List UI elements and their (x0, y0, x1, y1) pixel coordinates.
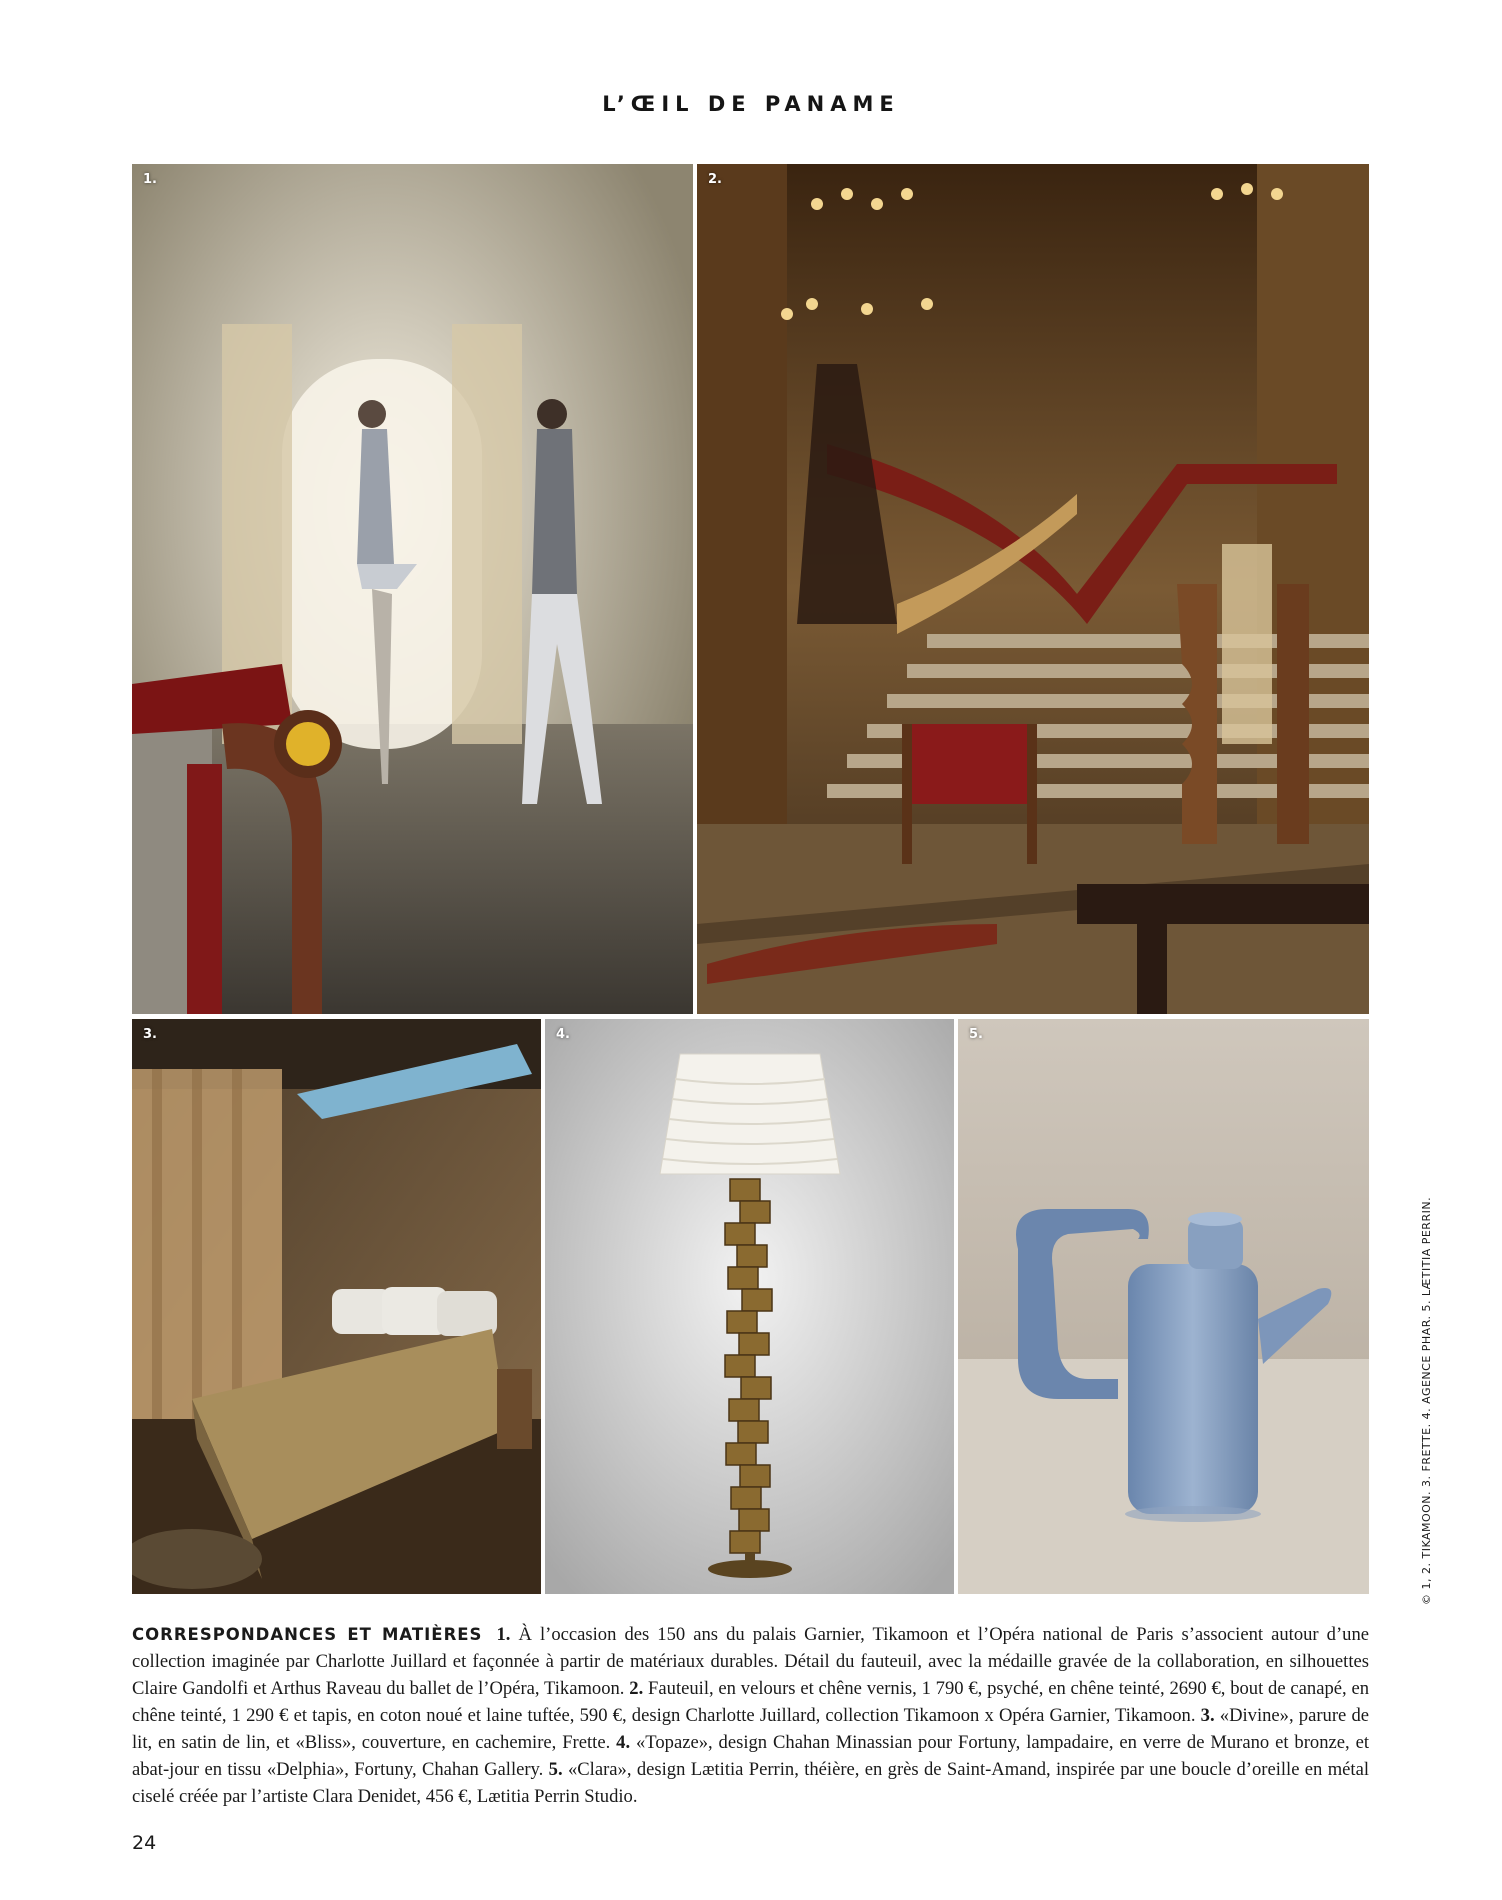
photo-ballet-armchair (132, 164, 693, 1014)
photo-teapot (958, 1019, 1369, 1594)
bedroom-illustration (132, 1019, 541, 1594)
caption-item-number: 2. (629, 1678, 644, 1699)
opera-staircase-illustration (697, 164, 1369, 1014)
caption-lead: CORRESPONDANCES ET MATIÈRES (132, 1625, 483, 1644)
floor-lamp-illustration (545, 1019, 954, 1594)
photo-floor-lamp (545, 1019, 954, 1594)
teapot-illustration (958, 1019, 1369, 1594)
ballet-studio-illustration (132, 164, 693, 1014)
caption-item-text: «Clara», design Lætitia Perrin, théière, en grès de Saint-Amand, inspirée par une boucle d’oreille en métal ciselé créée par l’artiste Clara Denidet, 456 €, Lætitia Perrin Studio. (132, 1759, 1369, 1807)
page-header-title: L’ŒIL DE PANAME (602, 92, 900, 116)
caption-item-number: 5. (548, 1759, 563, 1780)
photo-bedroom (132, 1019, 541, 1594)
photo-number: 3. (143, 1027, 157, 1042)
caption-item-text: À l’occasion des 150 ans du palais Garnier, Tikamoon et l’Opéra national de Paris s’associent autour d’une collection imaginée par Charlotte Juillard et façonnée à partir de matériaux durables. Détail du fauteuil, avec la médaille gravée de la collaboration, en silhouettes Claire Gandolfi et Arthus Raveau du ballet de l’Opéra, Tikamoon. (132, 1624, 1369, 1699)
photo-number: 5. (969, 1027, 983, 1042)
caption-item-number: 4. (616, 1732, 631, 1753)
photo-number: 1. (143, 172, 157, 187)
photo-opera-staircase (697, 164, 1369, 1014)
photo-credit: © 1, 2. TIKAMOON. 3. FRETTE. 4. AGENCE PHAR. 5. LÆTITIA PERRIN. (1420, 1196, 1433, 1605)
caption-text (132, 1621, 1369, 1810)
caption-item-text: «Topaze», design Chahan Minassian pour Fortuny, lampadaire, en verre de Murano et bronze, et abat-jour en tissu «Delphia», Fortuny, Chahan Gallery. (132, 1732, 1369, 1780)
photo-number: 2. (708, 172, 722, 187)
caption-item-text: Fauteuil, en velours et chêne vernis, 1 790 €, psyché, en chêne teinté, 2690 €, bout de canapé, en chêne teinté, 1 290 € et tapis, en coton noué et laine tuftée, 590 €, design Charlotte Juillard, collection Tikamoon x Opéra Garnier, Tikamoon. (132, 1678, 1370, 1726)
photo-number: 4. (556, 1027, 570, 1042)
caption-item-number: 1. (496, 1624, 511, 1645)
page-number: 24 (132, 1832, 157, 1854)
caption-item-number: 3. (1200, 1705, 1215, 1726)
caption-item-text: «Divine», parure de lit, en satin de lin, et «Bliss», couverture, en cachemire, Frette. (132, 1705, 1369, 1753)
